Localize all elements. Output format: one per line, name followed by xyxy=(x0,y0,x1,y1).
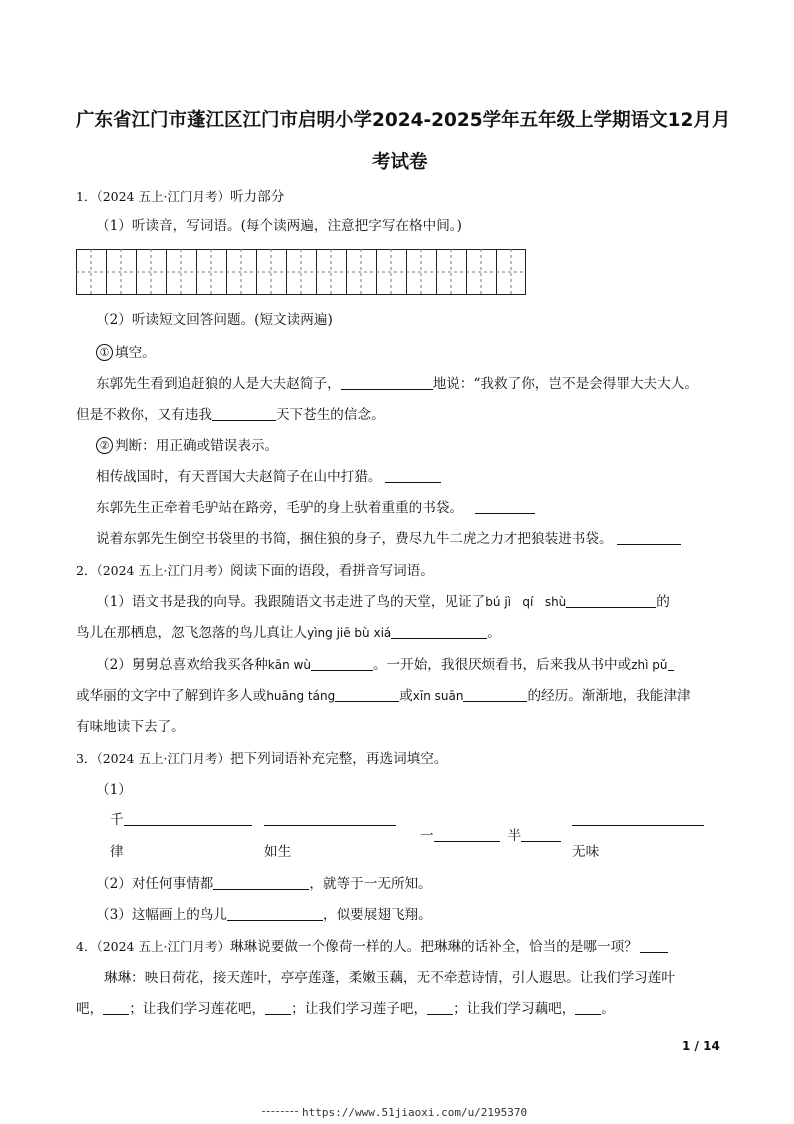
answer-blank[interactable] xyxy=(463,687,527,702)
question-heading: 阅读下面的语段，看拼音写词语。 xyxy=(229,563,434,579)
answer-blank[interactable] xyxy=(103,1000,129,1015)
exam-title-line1: 广东省江门市蓬江区江门市启明小学2024-2025学年五年级上学期语文12月月 xyxy=(76,110,731,131)
text-segment: ，就等于一无所知。 xyxy=(309,876,432,892)
q1-part2-instruction: （2）听读短文回答问题。(短文读两遍) xyxy=(96,312,333,328)
answer-blank[interactable] xyxy=(521,827,561,842)
q3-part2 xyxy=(96,875,432,893)
text-segment: ；让我们学习莲子吧， xyxy=(291,1001,428,1017)
q1-fill-line1 xyxy=(96,375,698,393)
q1-judge-item-3 xyxy=(96,530,681,548)
text-segment: （2）对任何事情都 xyxy=(96,876,214,892)
q4-passage-line2 xyxy=(76,1000,615,1018)
text-segment: （2）舅舅总喜欢给我买各种 xyxy=(96,657,268,673)
text-segment: 的 xyxy=(656,594,670,610)
fill-label: 填空。 xyxy=(115,345,156,361)
text-segment: （1）语文书是我的向导。我跟随语文书走进了鸟的天堂，见证了 xyxy=(96,594,486,610)
pinyin-prompt: yìng jiē bù xiá xyxy=(307,626,392,640)
circled-number-2: ② xyxy=(96,437,113,454)
text-segment: 天下苍生的信念。 xyxy=(275,407,385,423)
text-segment: 或 xyxy=(399,688,413,704)
answer-blank[interactable] xyxy=(566,593,656,608)
answer-blank[interactable] xyxy=(264,811,396,826)
judge-label: 判断：用正确或错误表示。 xyxy=(115,438,279,454)
answer-blank[interactable] xyxy=(475,499,535,514)
q1-judge-item-1 xyxy=(96,468,441,486)
q3-word4-bottom: 无味 xyxy=(572,844,600,860)
question-number: 1． xyxy=(76,189,97,204)
answer-blank[interactable] xyxy=(311,656,373,671)
q2-part2-line1 xyxy=(96,656,674,674)
question-source-tag: （2024 五上·江门月考） xyxy=(96,189,230,204)
answer-blank[interactable] xyxy=(265,1000,291,1015)
q3-word2-bottom: 如生 xyxy=(264,844,292,860)
text-segment: ；让我们学习莲花吧， xyxy=(129,1001,266,1017)
text-segment: 东郭先生看到追赶狼的人是大夫赵简子， xyxy=(96,376,341,392)
question-2-header xyxy=(76,562,434,580)
answer-blank[interactable] xyxy=(427,1000,453,1015)
q3-word1-top xyxy=(110,811,252,829)
q1-part1-instruction: （1）听读音，写词语。(每个读两遍，注意把字写在格中间。) xyxy=(96,218,462,234)
q2-part1-line2 xyxy=(76,624,501,642)
pinyin-prompt: zhì pǔ xyxy=(631,658,668,672)
question-number: 2． xyxy=(76,563,97,578)
q1-fill-line2 xyxy=(76,406,385,424)
q3-word2-top xyxy=(264,811,396,829)
answer-blank[interactable] xyxy=(213,875,309,890)
answer-blank[interactable] xyxy=(212,406,276,421)
text-segment: ，似要展翅飞翔。 xyxy=(323,907,432,923)
question-heading: 听力部分 xyxy=(229,189,285,205)
question-number: 4． xyxy=(76,939,97,954)
pinyin-prompt: xīn suān xyxy=(412,689,464,703)
question-heading: 把下列词语补充完整，再选词填空。 xyxy=(229,751,448,767)
answer-blank[interactable] xyxy=(124,811,252,826)
writing-grid[interactable] xyxy=(76,249,526,295)
q3-part1-label: （1） xyxy=(96,782,132,798)
question-source-tag: （2024 五上·江门月考） xyxy=(96,751,230,766)
question-source-tag: （2024 五上·江门月考） xyxy=(96,939,230,954)
question-3-header xyxy=(76,750,447,768)
answer-blank[interactable] xyxy=(385,468,441,483)
answer-blank[interactable] xyxy=(575,1000,601,1015)
question-number: 3． xyxy=(76,751,97,766)
question-1-header xyxy=(76,188,284,206)
question-heading: 琳琳说要做一个像荷一样的人。把琳琳的话补全，恰当的是哪一项？ xyxy=(229,939,638,955)
question-source-tag: （2024 五上·江门月考） xyxy=(96,563,230,578)
q3-word3 xyxy=(420,827,561,845)
answer-blank[interactable] xyxy=(434,827,500,842)
question-4-header xyxy=(76,938,668,956)
answer-blank[interactable] xyxy=(335,687,399,702)
statement-text: 相传战国时，有天晋国大夫赵简子在山中打猎。 xyxy=(96,469,382,485)
text-segment: 鸟儿在那栖息，忽飞忽落的鸟儿真让人 xyxy=(76,625,308,641)
q1-fill-heading xyxy=(96,344,156,362)
text-segment: 吧， xyxy=(76,1001,104,1017)
answer-blank[interactable] xyxy=(668,656,674,671)
text-segment: 或华丽的文字中了解到许多人或 xyxy=(76,688,267,704)
footer-url[interactable]: https://www.51jiaoxi.com/u/2195370 xyxy=(302,1106,528,1119)
statement-text: 东郭先生正牵着毛驴站在路旁，毛驴的身上驮着重重的书袋。 xyxy=(96,500,464,516)
pinyin-prompt: kān wù xyxy=(267,658,311,672)
grid-columns xyxy=(76,249,526,295)
text-segment: 但是不救你，又有违我 xyxy=(76,407,212,423)
text-segment: 。一开始，我很厌烦看书，后来我从书中或 xyxy=(372,657,632,673)
q3-word1-bottom: 律 xyxy=(110,844,124,860)
text-segment: （3）这幅画上的鸟儿 xyxy=(96,907,227,923)
text-segment: 。 xyxy=(601,1001,615,1017)
circled-number-1: ① xyxy=(96,344,113,361)
word-char: 千 xyxy=(110,812,124,828)
word-char: 一 xyxy=(420,828,434,844)
q3-part3 xyxy=(96,906,432,924)
text-segment: 地说：“我救了你，岂不是会得罪大夫大人。 xyxy=(432,376,698,392)
answer-blank[interactable] xyxy=(617,530,681,545)
q3-word4-top xyxy=(572,811,704,829)
text-segment: 。 xyxy=(487,625,501,641)
answer-blank[interactable] xyxy=(572,811,704,826)
answer-blank[interactable] xyxy=(640,938,668,953)
q2-part2-line2 xyxy=(76,687,691,705)
footer-logo-mark xyxy=(262,1111,298,1115)
answer-blank[interactable] xyxy=(227,906,323,921)
q2-part2-line3: 有味地读下去了。 xyxy=(76,719,185,735)
pinyin-prompt: huāng táng xyxy=(266,689,336,703)
answer-blank[interactable] xyxy=(341,375,433,390)
answer-blank[interactable] xyxy=(391,624,487,639)
pinyin-prompt: bú jì qí shù xyxy=(485,595,567,609)
statement-text: 说着东郭先生倒空书袋里的书简，捆住狼的身子，费尽九牛二虎之力才把狼装进书袋。 xyxy=(96,531,613,547)
word-char: 半 xyxy=(507,828,522,844)
text-segment: ；让我们学习藕吧， xyxy=(453,1001,576,1017)
page-number: 1 / 14 xyxy=(682,1039,720,1053)
q1-judge-item-2 xyxy=(96,499,535,517)
q2-part1-line1 xyxy=(96,593,670,611)
q4-passage-line1: 琳琳：映日荷花，接天莲叶，亭亭莲蓬，柔嫩玉藕，无不牵惹诗情，引人遐思。让我们学习莲叶 xyxy=(104,970,675,986)
footer-url-line xyxy=(262,1106,527,1119)
q1-judge-heading xyxy=(96,437,278,455)
exam-title-line2: 考试卷 xyxy=(372,152,428,173)
text-segment: 的经历。渐渐地，我能津津 xyxy=(527,688,691,704)
